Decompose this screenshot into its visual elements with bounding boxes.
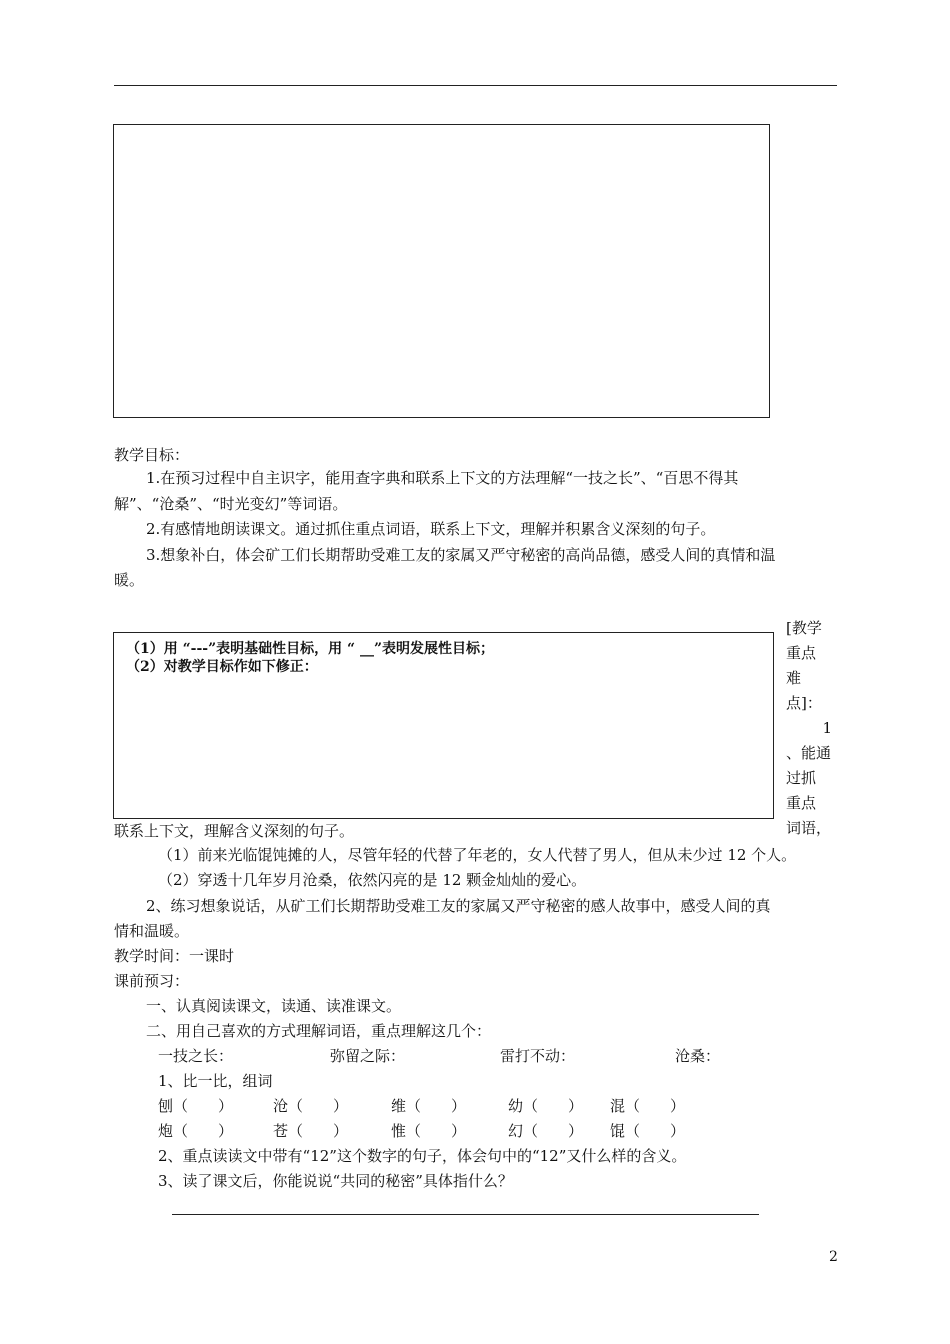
teaching-time: 教学时间：一课时 xyxy=(114,947,235,965)
key-point-2-line1: 2、练习想象说话，从矿工们长期帮助受难工友的家属又严守秘密的感人故事中，感受人间的真 xyxy=(146,897,771,915)
note-line-1: （1）用 “---”表明基础性目标，用 “ __”表明发展性目标； xyxy=(126,641,495,657)
objective-3-line1: 3.想象补白，体会矿工们长期帮助受难工友的家属又严守秘密的高尚品德，感受人间的真情和温 xyxy=(146,546,776,564)
compare-cell: 刨（ ） xyxy=(158,1097,234,1115)
key-points-side xyxy=(786,616,836,841)
objective-1-line2: 解”、“沧桑”、“时光变幻”等词语。 xyxy=(114,495,348,513)
compare-cell: 炮（ ） xyxy=(158,1122,234,1140)
preview-step-2: 二、用自己喜欢的方式理解词语，重点理解这几个： xyxy=(146,1022,492,1040)
objective-3-line2: 暖。 xyxy=(114,571,145,589)
preview-question-2: 2、重点读读文中带有“12”这个数字的句子，体会句中的“12”又什么样的含义。 xyxy=(158,1147,687,1165)
word-item: 雷打不动： xyxy=(500,1047,576,1065)
word-item: 沧桑： xyxy=(675,1047,721,1065)
objective-2: 2.有感情地朗读课文。通过抓住重点词语，联系上下文，理解并积累含义深刻的句子。 xyxy=(146,520,716,538)
compare-cell: 幼（ ） xyxy=(508,1097,584,1115)
objective-1-line1: 1.在预习过程中自主识字，能用查字典和联系上下文的方法理解“一技之长”、“百思不得其 xyxy=(146,469,739,487)
key-point-2-line2: 情和温暖。 xyxy=(114,922,190,940)
preview-heading: 课前预习： xyxy=(114,972,190,990)
compare-cell: 惟（ ） xyxy=(391,1122,467,1140)
preview-step-1: 一、认真阅读课文，读通、读准课文。 xyxy=(146,997,402,1015)
compare-cell: 馄（ ） xyxy=(610,1122,686,1140)
side-line: [教学 xyxy=(786,619,822,637)
side-line: 难点]： xyxy=(786,669,822,712)
side-line: 、能通 xyxy=(786,744,832,762)
side-line: 过抓 xyxy=(786,769,817,787)
compare-title: 1、比一比，组词 xyxy=(158,1072,273,1090)
preview-question-3: 3、读了课文后，你能说说“共同的秘密”具体指什么？ xyxy=(158,1172,513,1190)
key-points-continuation: 联系上下文，理解含义深刻的句子。 xyxy=(114,822,355,840)
footer-rule xyxy=(172,1214,759,1215)
compare-cell: 混（ ） xyxy=(610,1097,686,1115)
word-item: 弥留之际： xyxy=(330,1047,406,1065)
compare-cell: 维（ ） xyxy=(391,1097,467,1115)
compare-cell: 沧（ ） xyxy=(273,1097,349,1115)
side-line: 重点 xyxy=(786,644,817,662)
side-line: 词语， xyxy=(786,819,832,837)
key-sentence-2: （2）穿透十几年岁月沧桑，依然闪亮的是 12 颗金灿灿的爱心。 xyxy=(158,871,587,889)
header-rule xyxy=(114,85,837,86)
note-line-2: （2）对教学目标作如下修正： xyxy=(126,659,318,675)
compare-cell: 幻（ ） xyxy=(508,1122,584,1140)
word-item: 一技之长： xyxy=(158,1047,234,1065)
key-sentence-1: （1）前来光临馄饨摊的人，尽管年轻的代替了年老的，女人代替了男人，但从未少过 12 个人。 xyxy=(158,846,797,864)
page-number: 2 xyxy=(829,1249,838,1265)
image-frame xyxy=(113,124,770,418)
compare-cell: 苍（ ） xyxy=(273,1122,349,1140)
objectives-heading: 教学目标： xyxy=(114,446,190,464)
side-line: 重点 xyxy=(786,794,817,812)
side-line: 1 xyxy=(822,719,832,737)
